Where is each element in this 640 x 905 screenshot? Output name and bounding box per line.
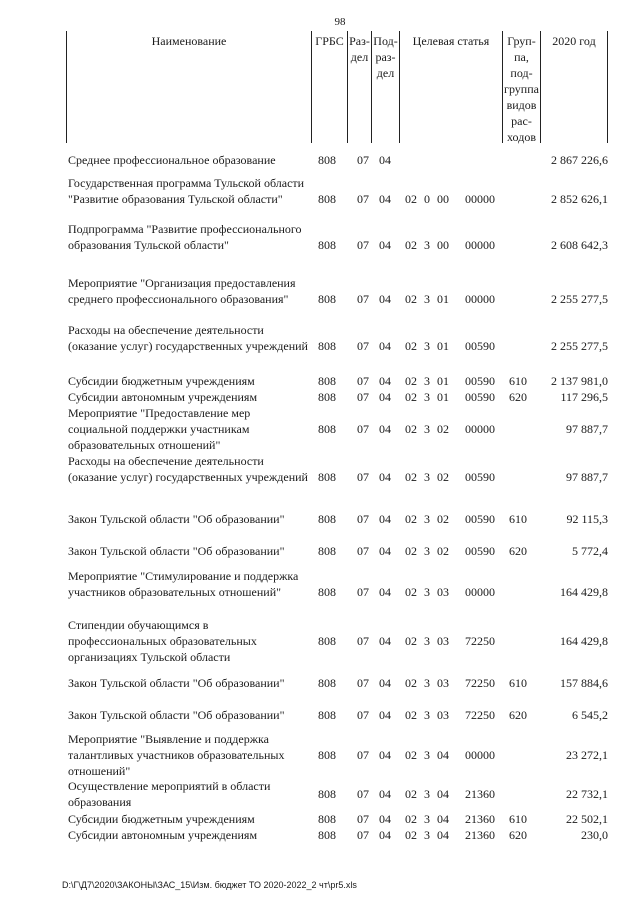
row-subprogram: 3 [424, 676, 430, 690]
row-expense-type: 620 [509, 544, 527, 558]
row-amount: 2 255 277,5 [551, 339, 608, 353]
row-grbs: 808 [318, 544, 336, 558]
row-expense-type: 610 [509, 812, 527, 826]
row-name: Мероприятие "Организация предоставления среднего профессионального образования" [68, 276, 296, 306]
row-name: Осуществление мероприятий в области образования [68, 779, 271, 809]
row-subprogram: 3 [424, 544, 430, 558]
row-direction: 00590 [465, 470, 495, 484]
row-podrazdel: 04 [379, 585, 391, 599]
row-grbs: 808 [318, 748, 336, 762]
table-row [0, 152, 640, 168]
row-subprogram: 3 [424, 634, 430, 648]
row-event: 02 [437, 544, 449, 558]
row-direction: 00000 [465, 292, 495, 306]
row-amount: 97 887,7 [566, 422, 608, 436]
row-amount: 92 115,3 [566, 512, 608, 526]
row-direction: 72250 [465, 634, 495, 648]
row-grbs: 808 [318, 585, 336, 599]
row-event: 01 [437, 292, 449, 306]
table-row [0, 405, 640, 453]
row-podrazdel: 04 [379, 339, 391, 353]
row-name: Субсидии бюджетным учреждениям [68, 812, 255, 826]
row-event: 00 [437, 238, 449, 252]
row-expense-type: 610 [509, 374, 527, 388]
row-event: 02 [437, 422, 449, 436]
table-row [0, 731, 640, 779]
row-podrazdel: 04 [379, 544, 391, 558]
row-subprogram: 3 [424, 787, 430, 801]
row-program: 02 [405, 238, 417, 252]
row-amount: 97 887,7 [566, 470, 608, 484]
row-name: Мероприятие "Стимулирование и поддержка участников образовательных отношений" [68, 569, 299, 599]
row-direction: 00000 [465, 422, 495, 436]
row-podrazdel: 04 [379, 238, 391, 252]
row-razdel: 07 [357, 339, 369, 353]
row-subprogram: 3 [424, 470, 430, 484]
row-amount: 5 772,4 [572, 544, 608, 558]
row-program: 02 [405, 192, 417, 206]
row-program: 02 [405, 470, 417, 484]
row-direction: 72250 [465, 708, 495, 722]
row-subprogram: 3 [424, 708, 430, 722]
row-name: Закон Тульской области "Об образовании" [68, 708, 285, 722]
row-direction: 00000 [465, 748, 495, 762]
row-program: 02 [405, 634, 417, 648]
row-direction: 21360 [465, 812, 495, 826]
row-event: 02 [437, 512, 449, 526]
row-razdel: 07 [357, 812, 369, 826]
row-podrazdel: 04 [379, 812, 391, 826]
row-direction: 21360 [465, 787, 495, 801]
row-razdel: 07 [357, 512, 369, 526]
row-program: 02 [405, 512, 417, 526]
row-amount: 2 255 277,5 [551, 292, 608, 306]
row-grbs: 808 [318, 676, 336, 690]
table-row [0, 778, 640, 810]
row-name: Закон Тульской области "Об образовании" [68, 676, 285, 690]
row-razdel: 07 [357, 708, 369, 722]
row-amount: 23 272,1 [566, 748, 608, 762]
row-name: Подпрограмма "Развитие профессионального образования Тульской области" [68, 222, 302, 252]
row-razdel: 07 [357, 390, 369, 404]
row-event: 04 [437, 828, 449, 842]
row-event: 04 [437, 812, 449, 826]
row-event: 00 [437, 192, 449, 206]
header-group: Груп- па, под- группа видов рас- ходов [502, 31, 540, 143]
row-amount: 164 429,8 [560, 585, 608, 599]
row-podrazdel: 04 [379, 192, 391, 206]
row-grbs: 808 [318, 812, 336, 826]
row-razdel: 07 [357, 153, 369, 167]
row-event: 02 [437, 470, 449, 484]
row-event: 03 [437, 585, 449, 599]
row-name: Мероприятие "Предоставление мер социальной поддержки участникам образовательных отношений" [68, 406, 251, 452]
table-row [0, 543, 640, 559]
table-row [0, 389, 640, 405]
row-program: 02 [405, 292, 417, 306]
row-event: 03 [437, 634, 449, 648]
row-razdel: 07 [357, 292, 369, 306]
row-program: 02 [405, 585, 417, 599]
header-razdel: Раз- дел [347, 31, 371, 143]
row-grbs: 808 [318, 339, 336, 353]
row-program: 02 [405, 708, 417, 722]
table-row [0, 811, 640, 827]
row-grbs: 808 [318, 470, 336, 484]
row-program: 02 [405, 676, 417, 690]
row-razdel: 07 [357, 238, 369, 252]
row-direction: 00590 [465, 512, 495, 526]
row-name: Расходы на обеспечение деятельности (оказание услуг) государственных учреждений [68, 454, 308, 484]
row-name: Закон Тульской области "Об образовании" [68, 512, 285, 526]
row-subprogram: 3 [424, 292, 430, 306]
row-amount: 2 852 626,1 [551, 192, 608, 206]
row-razdel: 07 [357, 470, 369, 484]
row-podrazdel: 04 [379, 153, 391, 167]
row-razdel: 07 [357, 544, 369, 558]
row-razdel: 07 [357, 828, 369, 842]
row-podrazdel: 04 [379, 390, 391, 404]
row-program: 02 [405, 339, 417, 353]
row-razdel: 07 [357, 634, 369, 648]
table-row [0, 221, 640, 269]
row-direction: 00590 [465, 544, 495, 558]
row-podrazdel: 04 [379, 374, 391, 388]
row-podrazdel: 04 [379, 787, 391, 801]
table-row [0, 511, 640, 527]
header-name: Наименование [66, 31, 311, 143]
row-amount: 2 867 226,6 [551, 153, 608, 167]
row-name: Расходы на обеспечение деятельности (оказание услуг) государственных учреждений [68, 323, 308, 353]
row-podrazdel: 04 [379, 292, 391, 306]
row-program: 02 [405, 374, 417, 388]
row-grbs: 808 [318, 828, 336, 842]
row-razdel: 07 [357, 748, 369, 762]
row-podrazdel: 04 [379, 634, 391, 648]
row-program: 02 [405, 828, 417, 842]
row-podrazdel: 04 [379, 422, 391, 436]
row-event: 04 [437, 787, 449, 801]
row-subprogram: 3 [424, 512, 430, 526]
row-grbs: 808 [318, 374, 336, 388]
row-amount: 6 545,2 [572, 708, 608, 722]
row-name: Среднее профессиональное образование [68, 153, 276, 167]
row-podrazdel: 04 [379, 828, 391, 842]
row-podrazdel: 04 [379, 708, 391, 722]
table-row [0, 675, 640, 691]
row-grbs: 808 [318, 512, 336, 526]
row-amount: 2 137 981,0 [551, 374, 608, 388]
header-grbs: ГРБС [311, 31, 347, 143]
row-razdel: 07 [357, 422, 369, 436]
row-direction: 72250 [465, 676, 495, 690]
row-program: 02 [405, 544, 417, 558]
row-name: Государственная программа Тульской области "Развитие образования Тульской области" [68, 176, 305, 206]
table-row [0, 617, 640, 665]
row-subprogram: 3 [424, 748, 430, 762]
row-expense-type: 610 [509, 676, 527, 690]
row-grbs: 808 [318, 787, 336, 801]
row-expense-type: 620 [509, 390, 527, 404]
row-subprogram: 3 [424, 339, 430, 353]
row-event: 03 [437, 708, 449, 722]
row-amount: 22 732,1 [566, 787, 608, 801]
row-podrazdel: 04 [379, 748, 391, 762]
table-row [0, 175, 640, 223]
table-row [0, 322, 640, 370]
row-podrazdel: 04 [379, 512, 391, 526]
row-razdel: 07 [357, 585, 369, 599]
row-direction: 00590 [465, 339, 495, 353]
row-grbs: 808 [318, 292, 336, 306]
row-event: 04 [437, 748, 449, 762]
row-program: 02 [405, 787, 417, 801]
table-row [0, 827, 640, 843]
row-program: 02 [405, 390, 417, 404]
row-direction: 00000 [465, 585, 495, 599]
row-podrazdel: 04 [379, 676, 391, 690]
row-subprogram: 3 [424, 585, 430, 599]
row-direction: 00000 [465, 192, 495, 206]
page-number: 98 [334, 16, 346, 28]
row-event: 01 [437, 374, 449, 388]
row-direction: 00590 [465, 390, 495, 404]
table-row [0, 373, 640, 389]
row-subprogram: 3 [424, 812, 430, 826]
row-direction: 00590 [465, 374, 495, 388]
row-amount: 22 502,1 [566, 812, 608, 826]
row-program: 02 [405, 748, 417, 762]
table-row [0, 707, 640, 723]
row-razdel: 07 [357, 787, 369, 801]
row-subprogram: 0 [424, 192, 430, 206]
file-path-footer: D:\Г\Д7\2020\ЗАКОНЫ\ЗАС_15\Изм. бюджет ТО 2020-2022_2 чт\pr5.xls [62, 880, 357, 890]
row-grbs: 808 [318, 390, 336, 404]
row-name: Стипендии обучающимся в профессиональных образовательных организациях Тульской области [68, 618, 257, 664]
row-event: 03 [437, 676, 449, 690]
row-grbs: 808 [318, 238, 336, 252]
row-name: Субсидии автономным учреждениям [68, 828, 258, 842]
row-podrazdel: 04 [379, 470, 391, 484]
row-grbs: 808 [318, 708, 336, 722]
row-subprogram: 3 [424, 374, 430, 388]
row-amount: 164 429,8 [560, 634, 608, 648]
row-grbs: 808 [318, 422, 336, 436]
row-amount: 157 884,6 [560, 676, 608, 690]
row-amount: 230,0 [581, 828, 608, 842]
table-row [0, 568, 640, 616]
row-program: 02 [405, 812, 417, 826]
row-razdel: 07 [357, 374, 369, 388]
row-expense-type: 610 [509, 512, 527, 526]
row-name: Субсидии бюджетным учреждениям [68, 374, 255, 388]
row-direction: 00000 [465, 238, 495, 252]
row-amount: 117 296,5 [560, 390, 608, 404]
row-event: 01 [437, 339, 449, 353]
row-name: Закон Тульской области "Об образовании" [68, 544, 285, 558]
row-program: 02 [405, 422, 417, 436]
table-row [0, 275, 640, 323]
row-expense-type: 620 [509, 828, 527, 842]
row-subprogram: 3 [424, 828, 430, 842]
row-name: Мероприятие "Выявление и поддержка талантливых участников образовательных отношений" [68, 732, 285, 778]
header-year: 2020 год [540, 31, 608, 143]
row-event: 01 [437, 390, 449, 404]
row-grbs: 808 [318, 192, 336, 206]
header-target: Целевая статья [399, 31, 502, 143]
row-grbs: 808 [318, 634, 336, 648]
header-podrazdel: Под- раз- дел [371, 31, 399, 143]
row-direction: 21360 [465, 828, 495, 842]
row-razdel: 07 [357, 192, 369, 206]
row-expense-type: 620 [509, 708, 527, 722]
row-name: Субсидии автономным учреждениям [68, 390, 258, 404]
row-razdel: 07 [357, 676, 369, 690]
row-subprogram: 3 [424, 422, 430, 436]
row-subprogram: 3 [424, 238, 430, 252]
row-subprogram: 3 [424, 390, 430, 404]
table-row [0, 453, 640, 501]
row-grbs: 808 [318, 153, 336, 167]
row-amount: 2 608 642,3 [551, 238, 608, 252]
